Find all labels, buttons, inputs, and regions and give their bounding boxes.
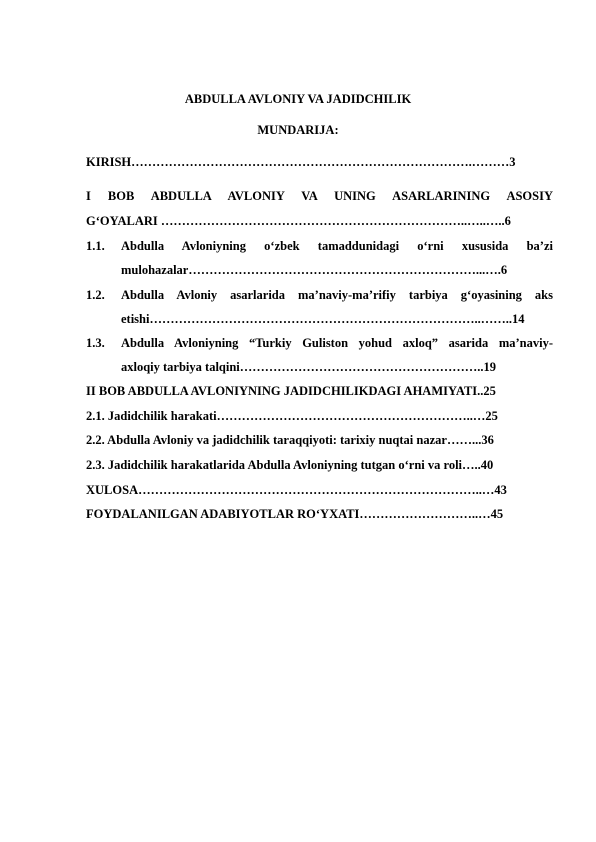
toc-entry-1-1-cont[interactable]: mulohazalar……………………………………………………………...….6 — [121, 263, 508, 277]
toc-entry-references[interactable]: FOYDALANILGAN ADABIYOTLAR RO‘YXATI………………………..…45 — [86, 507, 504, 521]
toc-entry-chapter1[interactable]: I BOB ABDULLA AVLONIY VA UNING ASARLARINING ASOSIY — [86, 189, 553, 203]
toc-entry-chapter1-cont[interactable]: G‘OYALARI ………………………………………………………………..…..…..6 — [86, 214, 511, 228]
document-title: ABDULLA AVLONIY VA JADIDCHILIK — [184, 92, 412, 106]
toc-number-1-2: 1.2. — [86, 288, 105, 302]
toc-number-1-3: 1.3. — [86, 336, 105, 350]
toc-entry-1-3[interactable]: Abdulla Avloniyning “Turkiy Guliston yohud axloq” asarida ma’naviy- — [121, 336, 553, 350]
toc-entry-1-1[interactable]: Abdulla Avloniyning o‘zbek tamaddunidagi o‘rni xususida ba’zi — [121, 239, 553, 253]
toc-entry-1-3-cont[interactable]: axloqiy tarbiya talqini…………………………………………………..19 — [121, 360, 497, 374]
toc-entry-intro[interactable]: KIRISH……………………………………………………………………….………3 — [86, 155, 516, 169]
contents-heading: MUNDARIJA: — [257, 123, 339, 137]
toc-entry-1-2[interactable]: Abdulla Avloniy asarlarida ma’naviy-ma’rifiy tarbiya g‘oyasining aks — [121, 288, 553, 302]
toc-entry-1-2-cont[interactable]: etishi……………………………………………………………………..……..14 — [121, 312, 525, 326]
toc-entry-2-3[interactable]: 2.3. Jadidchilik harakatlarida Abdulla Avloniyning tutgan o‘rni va roli…..40 — [86, 458, 494, 472]
toc-number-1-1: 1.1. — [86, 239, 105, 253]
toc-entry-2-2[interactable]: 2.2. Abdulla Avloniy va jadidchilik taraqqiyoti: tarixiy nuqtai nazar……...36 — [86, 433, 494, 447]
toc-entry-2-1[interactable]: 2.1. Jadidchilik harakati……………………………………………………..…25 — [86, 409, 498, 423]
toc-entry-conclusion[interactable]: XULOSA………………………………………………………………………..…43 — [86, 483, 507, 497]
toc-entry-chapter2[interactable]: II BOB ABDULLA AVLONIYNING JADIDCHILIKDAGI AHAMIYATI..25 — [86, 384, 496, 398]
